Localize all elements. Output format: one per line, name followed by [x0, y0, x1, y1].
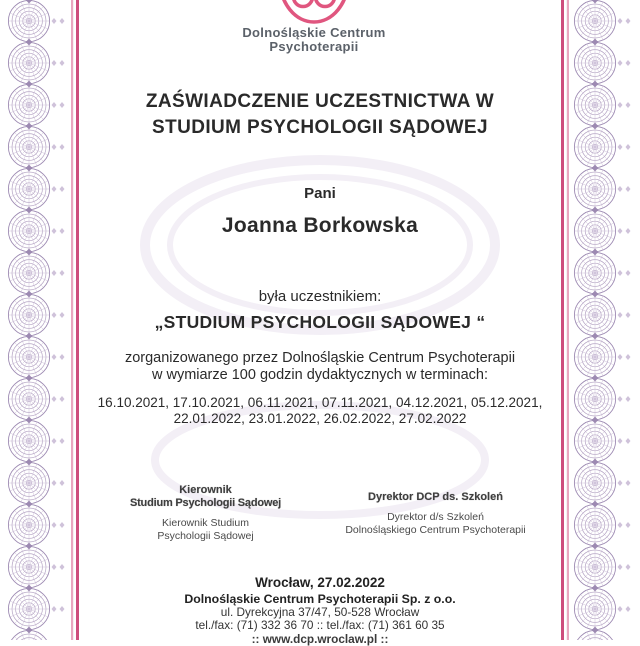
course-dates	[85, 395, 555, 427]
participation-text: była uczestnikiem:	[258, 288, 382, 305]
organizer-text	[85, 350, 555, 384]
organizer-line2: w wymiarze 100 godzin dydaktycznych w terminach:	[151, 367, 489, 383]
signature-label-right	[318, 511, 553, 537]
dcp-logo-icon	[0, 0, 640, 26]
recipient-salutation: Pani	[304, 185, 336, 202]
footer-address: ul. Dyrekcyjna 37/47, 50-528 Wrocław	[220, 605, 420, 620]
logo-org-name-line2: Psychoterapii	[269, 39, 359, 54]
signature-block-right	[318, 484, 553, 537]
footer-place-date: Wrocław, 27.02.2022	[255, 575, 385, 590]
signature-label-right-line1: Dyrektor d/s Szkoleń	[387, 511, 484, 523]
certificate-title-line2: STUDIUM PSYCHOLOGII SĄDOWEJ	[152, 117, 488, 138]
signature-label-left	[88, 517, 323, 543]
signature-label-left-line2: Psychologii Sądowej	[157, 530, 254, 542]
recipient-name: Joanna Borkowska	[221, 214, 419, 237]
footer-company-name: Dolnośląskie Centrum Psychoterapii Sp. z o.o.	[184, 592, 456, 606]
stamp-kierownik-line2: Studium Psychologii Sądowej	[129, 497, 282, 509]
stamp-kierownik	[88, 484, 323, 510]
course-dates-line2: 22.01.2022, 23.01.2022, 26.02.2022, 27.02.2022	[173, 411, 467, 426]
logo-org-name-line1: Dolnośląskie Centrum	[242, 25, 386, 40]
signature-block-left	[88, 484, 323, 543]
footer-phones: tel./fax: (71) 332 36 70 :: tel./fax: (71) 361 60 35	[195, 618, 445, 633]
signature-label-left-line1: Kierownik Studium	[162, 517, 249, 529]
footer	[85, 575, 555, 646]
logo-org-name	[0, 26, 628, 54]
footer-website: :: www.dcp.wroclaw.pl ::	[251, 631, 389, 646]
stamp-dyrektor	[318, 484, 553, 504]
certificate-title-line1: ZAŚWIADCZENIE UCZESTNICTWA W	[145, 91, 495, 112]
organizer-line1: zorganizowanego przez Dolnośląskie Centrum Psychoterapii	[124, 350, 516, 366]
stamp-dyrektor-line1: Dyrektor DCP ds. Szkoleń	[368, 491, 503, 503]
certificate-title	[85, 89, 555, 141]
signature-label-right-line2: Dolnośląskiego Centrum Psychoterapii	[345, 524, 526, 536]
course-title: „STUDIUM PSYCHOLOGII SĄDOWEJ “	[154, 312, 486, 332]
course-dates-line1: 16.10.2021, 17.10.2021, 06.11.2021, 07.11.2021, 04.12.2021, 05.12.2021,	[97, 395, 543, 410]
stamp-kierownik-line1: Kierownik	[179, 484, 232, 496]
